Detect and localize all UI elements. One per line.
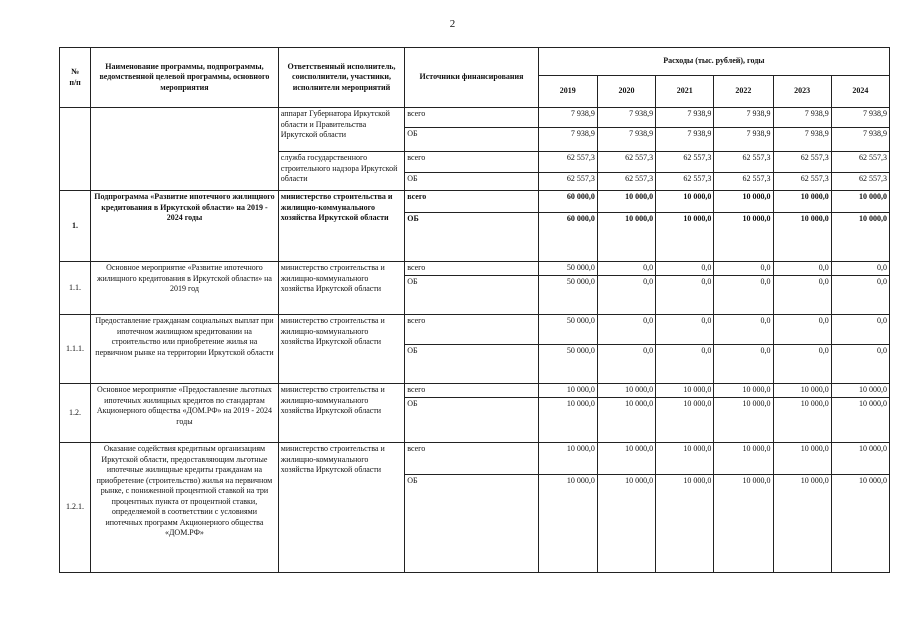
executor: министерство строительства и жилищно-коммунального хозяйства Иркутской области	[278, 443, 404, 573]
funding-source: всего	[405, 384, 538, 398]
expense-value: 0,0	[831, 262, 889, 276]
funding-source: всего	[405, 315, 538, 345]
expense-value: 0,0	[597, 262, 655, 276]
expense-value: 10 000,0	[831, 213, 889, 262]
expense-value: 62 557,3	[831, 152, 889, 173]
expense-value: 0,0	[714, 345, 773, 384]
expense-value: 60 000,0	[538, 213, 597, 262]
expense-value: 10 000,0	[714, 384, 773, 398]
expense-value: 7 938,9	[656, 128, 714, 152]
executor: аппарат Губернатора Иркутской области и Правительства Иркутской области	[278, 108, 404, 152]
expense-value: 10 000,0	[714, 398, 773, 443]
expense-value: 10 000,0	[538, 384, 597, 398]
table-row	[60, 443, 890, 475]
expense-value: 62 557,3	[656, 173, 714, 191]
item-name	[91, 108, 279, 191]
expense-value: 7 938,9	[831, 128, 889, 152]
funding-source: ОБ	[405, 345, 538, 384]
funding-source: ОБ	[405, 213, 538, 262]
expense-value: 50 000,0	[538, 262, 597, 276]
expense-value: 10 000,0	[831, 384, 889, 398]
expense-value: 10 000,0	[656, 443, 714, 475]
header-expenses: Расходы (тыс. рублей), годы	[538, 48, 889, 76]
expense-value: 10 000,0	[538, 398, 597, 443]
table-row	[60, 315, 890, 345]
expense-value: 62 557,3	[714, 173, 773, 191]
expense-value: 7 938,9	[538, 108, 597, 128]
expense-value: 62 557,3	[656, 152, 714, 173]
item-name: Основное мероприятие «Развитие ипотечного жилищного кредитования в Иркутской области» на 2019 год	[91, 262, 279, 315]
row-number: 1.2.	[60, 384, 91, 443]
expense-value: 50 000,0	[538, 345, 597, 384]
expense-value: 0,0	[773, 315, 831, 345]
header-no: № п/п	[60, 48, 91, 108]
page-number: 2	[449, 18, 456, 30]
expense-value: 10 000,0	[597, 191, 655, 213]
expense-value: 10 000,0	[831, 398, 889, 443]
table-row	[60, 262, 890, 276]
executor: министерство строительства и жилищно-коммунального хозяйства Иркутской области	[278, 315, 404, 384]
executor: министерство строительства и жилищно-коммунального хозяйства Иркутской области	[278, 262, 404, 315]
expense-value: 62 557,3	[597, 152, 655, 173]
expense-value: 7 938,9	[773, 128, 831, 152]
expense-value: 50 000,0	[538, 276, 597, 315]
expense-value: 7 938,9	[597, 108, 655, 128]
expense-value: 0,0	[773, 262, 831, 276]
expense-value: 10 000,0	[714, 191, 773, 213]
header-year: 2024	[831, 76, 889, 108]
expense-value: 0,0	[656, 345, 714, 384]
expense-value: 7 938,9	[538, 128, 597, 152]
row-number: 1.1.1.	[60, 315, 91, 384]
funding-source: ОБ	[405, 475, 538, 573]
expense-value: 0,0	[597, 276, 655, 315]
expense-value: 10 000,0	[714, 443, 773, 475]
header-year: 2021	[656, 76, 714, 108]
expense-value: 7 938,9	[597, 128, 655, 152]
expense-value: 62 557,3	[831, 173, 889, 191]
expense-value: 0,0	[714, 276, 773, 315]
funding-source: всего	[405, 152, 538, 173]
expense-value: 10 000,0	[656, 398, 714, 443]
expense-value: 10 000,0	[773, 213, 831, 262]
funding-source: всего	[405, 191, 538, 213]
expense-value: 10 000,0	[597, 398, 655, 443]
executor: министерство строительства и жилищно-коммунального хозяйства Иркутской области	[278, 384, 404, 443]
expense-value: 62 557,3	[597, 173, 655, 191]
table-row	[60, 384, 890, 398]
expense-value: 10 000,0	[831, 443, 889, 475]
expense-value: 7 938,9	[656, 108, 714, 128]
expense-value: 62 557,3	[773, 152, 831, 173]
expense-value: 10 000,0	[597, 475, 655, 573]
item-name: Предоставление гражданам социальных выплат при ипотечном жилищном кредитовании на строительство или приобретение жилья на первичном рынке на территории Иркутской области	[91, 315, 279, 384]
expense-value: 62 557,3	[538, 173, 597, 191]
expense-value: 0,0	[773, 345, 831, 384]
expense-value: 0,0	[831, 315, 889, 345]
header-source: Источники финансирования	[405, 48, 538, 108]
executor: министерство строительства и жилищно-коммунального хозяйства Иркутской области	[278, 191, 404, 262]
expense-value: 0,0	[831, 345, 889, 384]
header-executor: Ответственный исполнитель, соисполнители, участники, исполнители мероприятий	[278, 48, 404, 108]
expense-value: 10 000,0	[597, 443, 655, 475]
row-number	[60, 108, 91, 191]
expense-value: 0,0	[656, 262, 714, 276]
item-name: Подпрограмма «Развитие ипотечного жилищного кредитования в Иркутской области» на 2019 - 2024 годы	[91, 191, 279, 262]
expense-value: 10 000,0	[773, 443, 831, 475]
expense-value: 10 000,0	[656, 191, 714, 213]
table-body	[60, 108, 890, 573]
expense-value: 10 000,0	[714, 475, 773, 573]
expense-value: 0,0	[714, 262, 773, 276]
funding-source: ОБ	[405, 173, 538, 191]
expense-value: 62 557,3	[714, 152, 773, 173]
expense-value: 10 000,0	[538, 475, 597, 573]
expense-value: 10 000,0	[538, 443, 597, 475]
item-name: Оказание содействия кредитным организациям Иркутской области, предоставляющим льготные ипотечные жилищные кредиты гражданам на приобретение (строительство) жилья на первичном рынке, с пониженной процентной ставкой на три процентных пункта от процентной ставки, определяемой в соответствии с условиями ипотечных программ Акционерного общества «ДОМ.РФ»	[91, 443, 279, 573]
budget-table	[59, 47, 890, 573]
executor: служба государственного строительного надзора Иркутской области	[278, 152, 404, 191]
expense-value: 10 000,0	[597, 213, 655, 262]
expense-value: 0,0	[714, 315, 773, 345]
expense-value: 10 000,0	[773, 384, 831, 398]
row-number: 1.	[60, 191, 91, 262]
funding-source: всего	[405, 108, 538, 128]
expense-value: 62 557,3	[773, 173, 831, 191]
row-number: 1.2.1.	[60, 443, 91, 573]
expense-value: 10 000,0	[656, 213, 714, 262]
funding-source: ОБ	[405, 398, 538, 443]
expense-value: 10 000,0	[831, 191, 889, 213]
header-name: Наименование программы, подпрограммы, ведомственной целевой программы, основного мероприятия	[91, 48, 279, 108]
expense-value: 0,0	[773, 276, 831, 315]
expense-value: 10 000,0	[831, 475, 889, 573]
funding-source: всего	[405, 443, 538, 475]
expense-value: 0,0	[656, 315, 714, 345]
funding-source: ОБ	[405, 128, 538, 152]
expense-value: 62 557,3	[538, 152, 597, 173]
funding-source: ОБ	[405, 276, 538, 315]
expense-value: 0,0	[831, 276, 889, 315]
table-row	[60, 191, 890, 213]
funding-source: всего	[405, 262, 538, 276]
expense-value: 50 000,0	[538, 315, 597, 345]
expense-value: 7 938,9	[831, 108, 889, 128]
expense-value: 7 938,9	[714, 128, 773, 152]
header-year: 2019	[538, 76, 597, 108]
expense-value: 60 000,0	[538, 191, 597, 213]
expense-value: 0,0	[597, 315, 655, 345]
expense-value: 10 000,0	[773, 475, 831, 573]
expense-value: 0,0	[597, 345, 655, 384]
expense-value: 10 000,0	[773, 191, 831, 213]
header-year: 2022	[714, 76, 773, 108]
expense-value: 10 000,0	[773, 398, 831, 443]
expense-value: 7 938,9	[773, 108, 831, 128]
header-year: 2020	[597, 76, 655, 108]
expense-value: 7 938,9	[714, 108, 773, 128]
expense-value: 10 000,0	[656, 475, 714, 573]
table-row	[60, 108, 890, 128]
expense-value: 0,0	[656, 276, 714, 315]
row-number: 1.1.	[60, 262, 91, 315]
expense-value: 10 000,0	[597, 384, 655, 398]
item-name: Основное мероприятие «Предоставление льготных ипотечных жилищных кредитов по стандартам Акционерного общества «ДОМ.РФ» на 2019 - 2024 годы	[91, 384, 279, 443]
expense-value: 10 000,0	[714, 213, 773, 262]
header-year: 2023	[773, 76, 831, 108]
expense-value: 10 000,0	[656, 384, 714, 398]
